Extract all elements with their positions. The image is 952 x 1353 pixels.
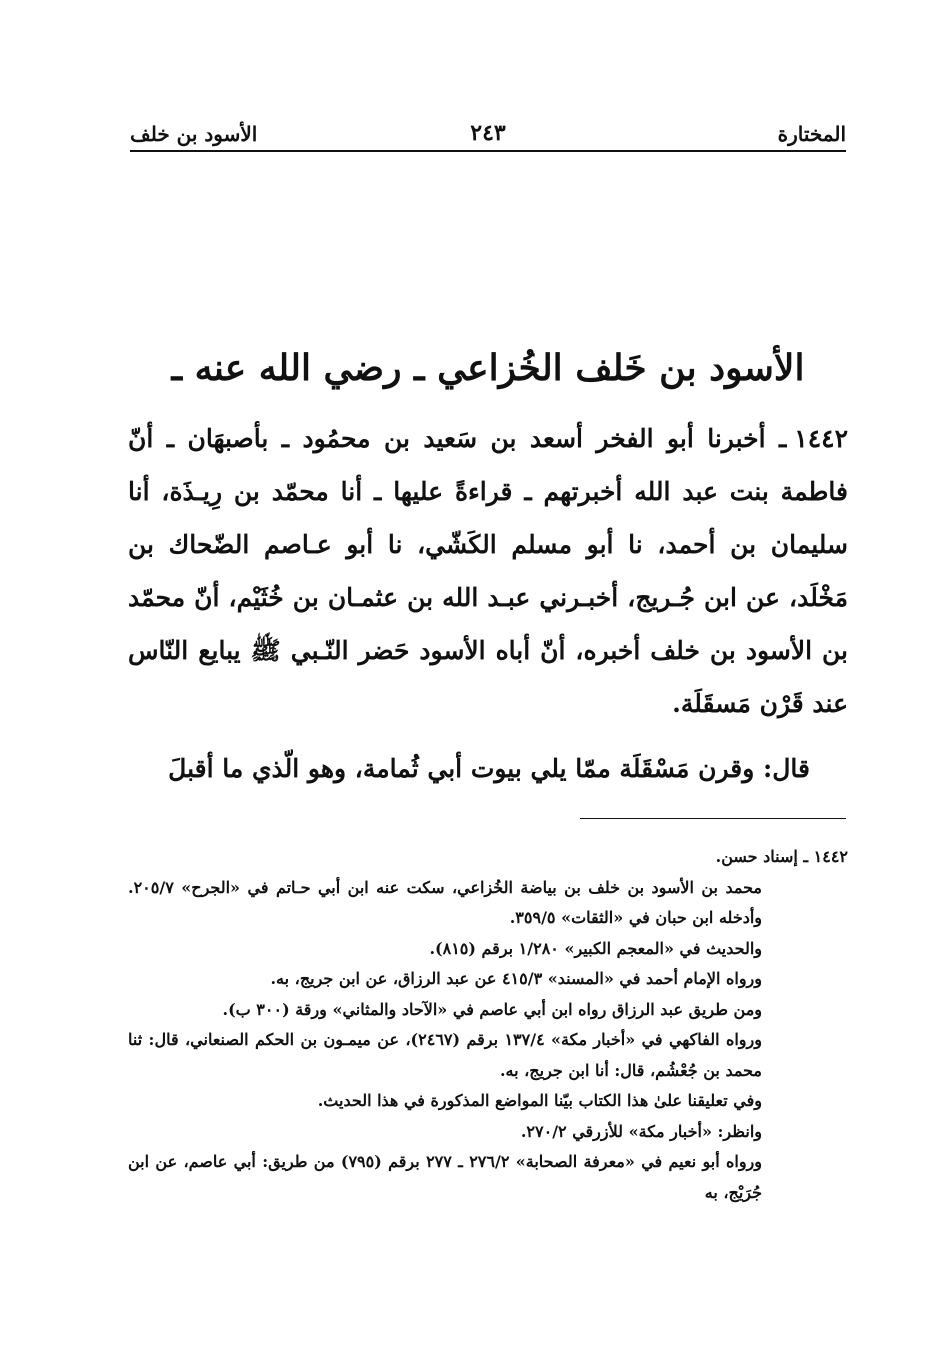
footnote-head: ١٤٤٢ ـ إسناد حسن. — [715, 847, 848, 866]
footnote-divider — [580, 818, 846, 819]
footnotes — [128, 842, 848, 1208]
footnote-line: ومن طريق عبد الرزاق رواه ابن أبي عاصم في «الآحاد والمثاني» ورقة (٣٠٠ ب). — [222, 999, 762, 1019]
footnote-line: وفي تعليقنا علىٰ هذا الكتاب بيّنا المواضع المذكورة في هذا الحديث. — [317, 1091, 762, 1110]
footnote-line: وانظر: «أخبار مكة» للأزرقي ٢٧٠/٢. — [520, 1121, 762, 1141]
footnote-line: ورواه الفاكهي في «أخبار مكة» ١٣٧/٤ برقم (٢٤٦٧)، عن ميمـون بن الحكم الصنعاني، قال: ثنا محمد بن جُعْشُم، قال: أنا ابن جريج، به. — [128, 1030, 762, 1080]
section-title: الأسود بن خَلف الخُزاعي ـ رضي الله عنه ـ — [171, 347, 805, 389]
hadith-number: ١٤٤٢ — [794, 424, 848, 453]
hadith-text: ـ أخبرنا أبو الفخر أسعد بن سَعيد بن محمُود ـ بأصبهَان ـ أنّ فاطمة بنت عبد الله أخبرتهم ـ قراءةً عليها ـ أنا محمّد بن رِيـذَة، أنا سليمان بن أحمد، نا أبو مسلم الكَشّي، نا أبو عـاصم الضّحاك بن مَخْلَد، عن ابن جُـريج، أخبـرني عبـد الله بن عثمـان بن خُثَيْم، أنّ محمّد بن الأسود بن خلف أخبره، أنّ أباه الأسود حَضر النّـبي ﷺ يبايع النّاس عند قَرْن مَسقَلَة. — [128, 424, 848, 718]
header-chapter-title: الأسود بن خلف — [130, 122, 258, 146]
footnote-line: محمد بن الأسود بن خلف بن بياضة الخُزاعي، سكت عنه ابن أبي حـاتم في «الجرح» ٢٠٥/٧. وأدخله ابن حبان في «الثقات» ٣٥٩/٥. — [128, 877, 762, 927]
hadith-continuation: قال: وقرن مَسْقَلَة ممّا يلي بيوت أبي ثُمامة، وهو الّذي ما أقبلَ — [168, 754, 810, 783]
footnote-line: والحديث في «المعجم الكبير» ١/٢٨٠ برقم (٨١٥). — [429, 938, 762, 958]
header-book-title: المختارة — [777, 122, 846, 146]
running-header — [130, 112, 846, 152]
page-number: ٢٤٣ — [470, 120, 506, 146]
footnote-line: ورواه الإمام أحمد في «المسند» ٤١٥/٣ عن عبد الرزاق، عن ابن جريج، به. — [270, 969, 762, 988]
hadith-paragraph — [128, 412, 848, 730]
hadith-body — [128, 412, 848, 795]
footnote-line: ورواه أبو نعيم في «معرفة الصحابة» ٢٧٦/٢ ـ ٢٧٧ برقم (٧٩٥) من طريق: أبي عاصم، عن ابن جُرَيْج، به — [128, 1152, 763, 1202]
